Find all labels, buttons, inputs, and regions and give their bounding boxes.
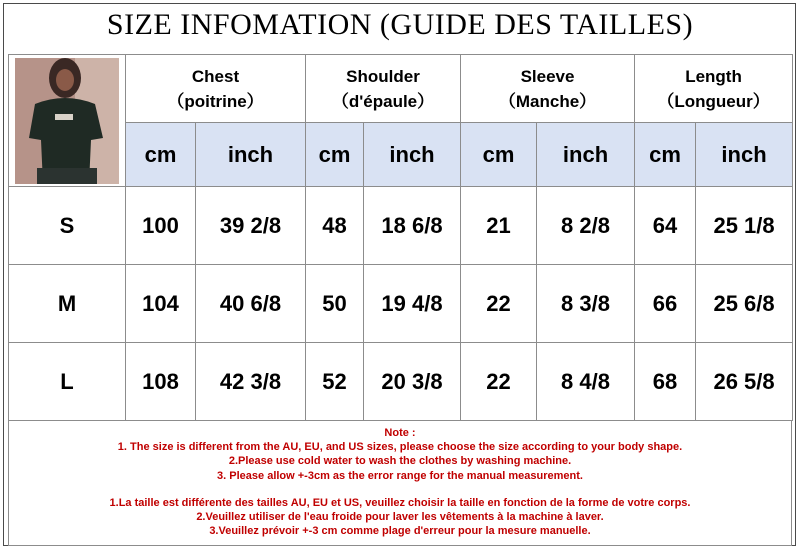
- notes-section: [8, 421, 792, 546]
- unit-cm: cm: [126, 123, 196, 187]
- table-cell: 18 6/8: [364, 187, 461, 265]
- unit-cm: cm: [635, 123, 696, 187]
- col-header-sleeve: Sleeve （Manche）: [461, 55, 635, 123]
- col-header-chest: Chest （poitrine）: [126, 55, 306, 123]
- table-cell: 19 4/8: [364, 265, 461, 343]
- size-label: L: [9, 343, 126, 421]
- table-row: [9, 343, 793, 421]
- size-label: S: [9, 187, 126, 265]
- table-cell: 48: [306, 187, 364, 265]
- model-photo-image: [15, 58, 119, 184]
- note-en-1: 1. The size is different from the AU, EU, and US sizes, please choose the size according to your body shape.: [117, 441, 683, 454]
- table-cell: 40 6/8: [196, 265, 306, 343]
- notes-spacer: [9, 483, 791, 496]
- table-cell: 64: [635, 187, 696, 265]
- table-cell: 42 3/8: [196, 343, 306, 421]
- table-cell: 25 6/8: [696, 265, 793, 343]
- unit-cm: cm: [461, 123, 537, 187]
- notes-label: Note :: [384, 427, 416, 439]
- table-cell: 22: [461, 265, 537, 343]
- header-row: [9, 55, 793, 123]
- table-cell: 104: [126, 265, 196, 343]
- unit-inch: inch: [196, 123, 306, 187]
- size-label: M: [9, 265, 126, 343]
- note-en-2: 2.Please use cold water to wash the clothes by washing machine.: [228, 455, 572, 468]
- table-cell: 21: [461, 187, 537, 265]
- table-cell: 52: [306, 343, 364, 421]
- col-header-shoulder: Shoulder （d'épaule）: [306, 55, 461, 123]
- unit-inch: inch: [537, 123, 635, 187]
- table-cell: 68: [635, 343, 696, 421]
- table-cell: 22: [461, 343, 537, 421]
- note-en-3: 3. Please allow +-3cm as the error range for the manual measurement.: [217, 469, 583, 482]
- table-cell: 100: [126, 187, 196, 265]
- product-photo: [15, 58, 119, 184]
- unit-cm: cm: [306, 123, 364, 187]
- table-row: [9, 187, 793, 265]
- unit-inch: inch: [364, 123, 461, 187]
- product-photo-cell: [9, 55, 126, 187]
- table-cell: 25 1/8: [696, 187, 793, 265]
- table-cell: 8 2/8: [537, 187, 635, 265]
- table-cell: 26 5/8: [696, 343, 793, 421]
- table-cell: 39 2/8: [196, 187, 306, 265]
- table-cell: 20 3/8: [364, 343, 461, 421]
- note-fr-1: 1.La taille est différente des tailles AU, EU et US, veuillez choisir la taille en fonction de la forme de votre corps.: [109, 496, 691, 509]
- page-title: SIZE INFOMATION (GUIDE DES TAILLES): [106, 8, 694, 41]
- table-cell: 8 3/8: [537, 265, 635, 343]
- table-cell: 8 4/8: [537, 343, 635, 421]
- table-cell: 50: [306, 265, 364, 343]
- unit-row: [9, 123, 793, 187]
- table-cell: 66: [635, 265, 696, 343]
- note-fr-3: 3.Veuillez prévoir +-3 cm comme plage d'erreur pour la mesure manuelle.: [209, 525, 591, 538]
- table-cell: 108: [126, 343, 196, 421]
- note-fr-2: 2.Veuillez utiliser de l'eau froide pour laver les vêtements à la machine à laver.: [196, 511, 604, 524]
- table-row: [9, 265, 793, 343]
- unit-inch: inch: [696, 123, 793, 187]
- size-table: [8, 54, 793, 421]
- col-header-length: Length （Longueur）: [635, 55, 793, 123]
